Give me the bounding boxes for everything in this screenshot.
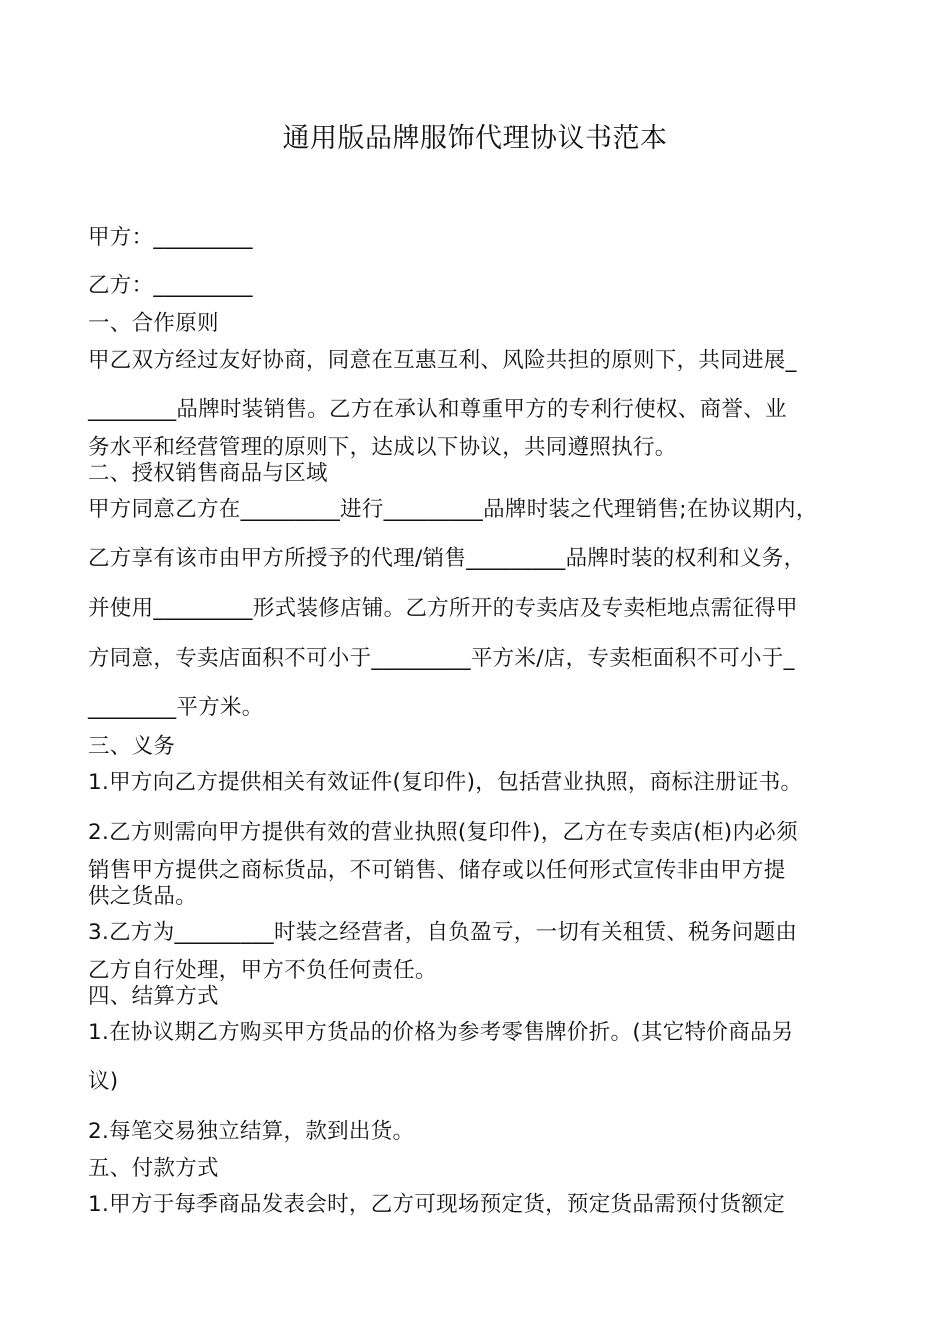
party-b-line: 乙方：_________ <box>88 273 253 298</box>
paragraph-line: 甲方同意乙方在_________进行_________品牌时装之代理销售;在协议期内， <box>88 497 818 522</box>
paragraph-line: 供之货品。 <box>88 884 198 909</box>
paragraph-line: 1.在协议期乙方购买甲方货品的价格为参考零售牌价折。(其它特价商品另 <box>88 1020 794 1045</box>
document-title: 通用版品牌服饰代理协议书范本 <box>282 123 668 154</box>
paragraph-line: 甲乙双方经过友好协商，同意在互惠互利、风险共担的原则下，共同进展_ <box>88 348 797 373</box>
section-heading-settlement: 四、结算方式 <box>88 984 219 1009</box>
paragraph-line: 乙方享有该市由甲方所授予的代理/销售_________品牌时装的权利和义务， <box>88 546 806 571</box>
paragraph-line: 乙方自行处理，甲方不负任何责任。 <box>88 958 437 983</box>
section-heading-cooperation: 一、合作原则 <box>88 311 219 336</box>
paragraph-line: 2.乙方则需向甲方提供有效的营业执照(复印件)，乙方在专卖店(柜)内必须 <box>88 820 798 845</box>
paragraph-line: ________品牌时装销售。乙方在承认和尊重甲方的专利行使权、商誉、业 <box>88 397 787 422</box>
section-heading-payment: 五、付款方式 <box>88 1156 219 1181</box>
paragraph-line: 销售甲方提供之商标货品，不可销售、储存或以任何形式宣传非由甲方提 <box>88 858 786 883</box>
section-heading-authorization: 二、授权销售商品与区域 <box>88 461 328 486</box>
paragraph-line: 并使用_________形式装修店铺。乙方所开的专卖店及专卖柜地点需征得甲 <box>88 596 798 621</box>
paragraph-line: 1.甲方于每季商品发表会时，乙方可现场预定货，预定货品需预付货额定 <box>88 1192 785 1217</box>
section-heading-obligations: 三、义务 <box>88 734 176 759</box>
paragraph-line: ________平方米。 <box>88 695 264 720</box>
paragraph-line: 3.乙方为_________时装之经营者，自负盈亏，一切有关租赁、税务问题由 <box>88 920 798 945</box>
paragraph-line: 务水平和经营管理的原则下，达成以下协议，共同遵照执行。 <box>88 435 677 460</box>
paragraph-line: 议) <box>88 1069 119 1094</box>
paragraph-line: 2.每笔交易独立结算，款到出货。 <box>88 1119 415 1144</box>
party-a-line: 甲方：_________ <box>88 225 253 250</box>
paragraph-line: 1.甲方向乙方提供相关有效证件(复印件)，包括营业执照，商标注册证书。 <box>88 770 803 795</box>
paragraph-line: 方同意，专卖店面积不可小于_________平方米/店，专卖柜面积不可小于_ <box>88 646 795 671</box>
